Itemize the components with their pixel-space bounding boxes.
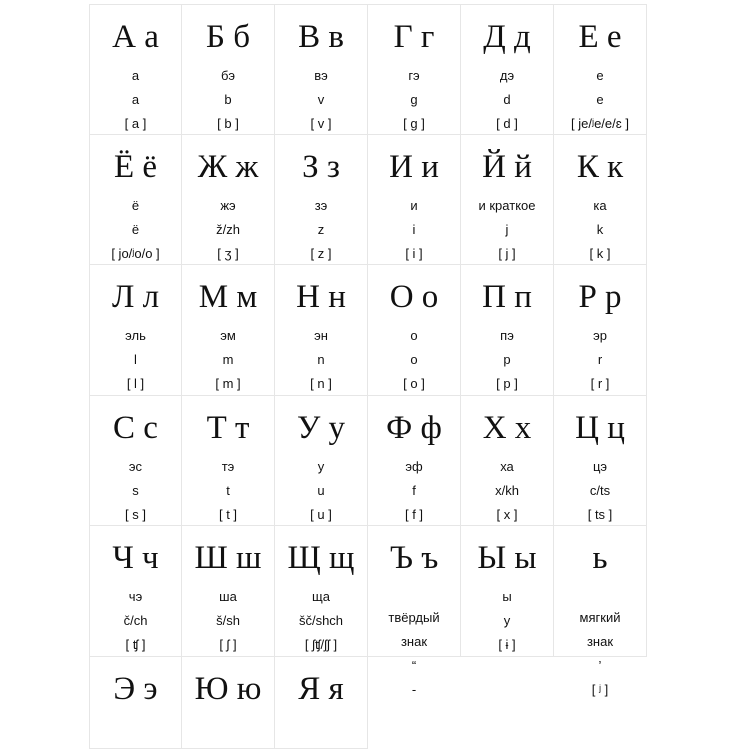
letter-cell <box>368 396 461 527</box>
letter-glyph: Д д <box>483 19 531 55</box>
letter-cell <box>89 135 182 266</box>
letter-glyph: Е е <box>578 19 622 55</box>
letter-cell <box>554 135 647 266</box>
ipa-pronunciation: [ v ] <box>310 116 332 131</box>
ipa-pronunciation: [ r ] <box>590 376 610 391</box>
latin-transliteration: e <box>596 92 604 107</box>
latin-transliteration: u <box>317 482 325 498</box>
ipa-pronunciation: [ g ] <box>403 116 425 131</box>
ipa-pronunciation: [ d ] <box>496 116 518 131</box>
letter-name: ха <box>500 458 514 474</box>
letter-cell <box>182 526 275 657</box>
letter-cell <box>89 657 182 749</box>
letter-cell <box>554 265 647 396</box>
latin-transliteration: n <box>317 352 325 367</box>
latin-transliteration: s <box>132 482 139 498</box>
letter-glyph: Я я <box>298 670 344 707</box>
latin-transliteration: l <box>134 352 137 367</box>
letter-cell <box>182 396 275 527</box>
latin-transliteration: v <box>317 92 325 107</box>
letter-cell <box>461 526 554 657</box>
letter-glyph: Ю ю <box>194 670 262 707</box>
ipa-pronunciation: [ m ] <box>215 376 241 391</box>
ipa-pronunciation: [ ts ] <box>587 506 613 522</box>
letter-name: пэ <box>500 328 514 343</box>
letter-name: эм <box>220 328 236 343</box>
letter-glyph: С с <box>113 409 158 446</box>
latin-transliteration: i <box>412 221 416 237</box>
letter-cell <box>461 396 554 527</box>
letter-name: о <box>410 328 418 343</box>
latin-transliteration: m <box>222 352 234 367</box>
letter-glyph: Й й <box>482 148 532 185</box>
letter-glyph: М м <box>198 279 258 315</box>
letter-glyph: П п <box>482 279 532 315</box>
letter-glyph: У у <box>296 409 346 446</box>
ipa-pronunciation: [ b ] <box>217 116 239 131</box>
letter-glyph: Ц ц <box>575 409 625 446</box>
letter-cell <box>182 657 275 749</box>
ipa-pronunciation: [ o ] <box>403 376 425 391</box>
letter-cell <box>368 265 461 396</box>
letter-glyph: Ш ш <box>194 540 262 576</box>
letter-cell <box>89 265 182 396</box>
ipa-pronunciation: [ l ] <box>126 376 145 391</box>
letter-cell <box>275 135 368 266</box>
letter-name: жэ <box>220 197 236 213</box>
letter-cell <box>554 526 647 697</box>
letter-glyph: Э э <box>113 670 158 707</box>
latin-transliteration: a <box>131 92 140 107</box>
ipa-pronunciation: [ jo/ʲo/o ] <box>111 245 160 261</box>
letter-cell <box>89 4 182 135</box>
ipa-pronunciation: - <box>411 682 417 697</box>
letter-glyph: Г г <box>393 19 435 55</box>
letter-cell <box>275 265 368 396</box>
ipa-pronunciation: [ s ] <box>125 506 146 522</box>
letter-cell <box>182 265 275 396</box>
latin-transliteration: r <box>597 352 603 367</box>
empty-cell <box>461 657 554 749</box>
letter-name: мягкий <box>579 610 621 625</box>
letter-glyph: К к <box>576 148 624 185</box>
letter-glyph: З з <box>302 148 340 185</box>
ipa-pronunciation: [ ʧ ] <box>125 637 146 652</box>
letter-glyph: Ч ч <box>112 540 159 576</box>
letter-glyph: А а <box>112 19 159 55</box>
ipa-pronunciation: [ u ] <box>310 506 332 522</box>
letter-cell <box>461 4 554 135</box>
letter-glyph: Р р <box>578 279 622 315</box>
letter-cell <box>89 526 182 657</box>
latin-transliteration: c/ts <box>589 482 611 498</box>
letter-name: дэ <box>499 68 515 83</box>
letter-name: и краткое <box>478 197 536 213</box>
ipa-pronunciation: [ ʃʧ/ʃʃ ] <box>304 637 338 652</box>
letter-glyph: Л л <box>111 279 160 315</box>
letter-name: а <box>131 68 140 83</box>
letter-glyph: И и <box>389 148 439 185</box>
ipa-pronunciation: [ f ] <box>404 506 424 522</box>
latin-transliteration: š/sh <box>216 613 240 628</box>
letter-name: ы <box>502 589 512 604</box>
ipa-pronunciation: [ p ] <box>496 376 518 391</box>
letter-glyph: Ф ф <box>386 409 442 446</box>
latin-transliteration: y <box>503 613 511 628</box>
letter-cell <box>554 4 647 135</box>
letter-cell <box>368 135 461 266</box>
ipa-pronunciation: [ i ] <box>405 245 423 261</box>
letter-cell <box>554 396 647 527</box>
latin-transliteration: j <box>505 221 509 237</box>
ipa-pronunciation: [ ʃ ] <box>219 637 237 652</box>
letter-glyph: Ё ё <box>113 148 158 185</box>
ipa-pronunciation: [ k ] <box>589 245 611 261</box>
letter-name: бэ <box>221 68 235 83</box>
ipa-pronunciation: [ n ] <box>310 376 332 391</box>
letter-name-line2: знак <box>400 634 428 649</box>
letter-name: ё <box>131 197 140 213</box>
letter-name: эль <box>125 328 146 343</box>
letter-name: у <box>317 458 325 474</box>
latin-transliteration: ž/zh <box>216 221 240 237</box>
letter-cell <box>275 657 368 749</box>
latin-transliteration: šč/shch <box>298 613 344 628</box>
letter-glyph: Ж ж <box>197 148 259 185</box>
letter-glyph: Н н <box>296 279 346 315</box>
latin-transliteration: k <box>596 221 604 237</box>
letter-glyph: Ы ы <box>477 540 537 576</box>
letter-glyph: Щ щ <box>287 540 355 576</box>
latin-transliteration: x/kh <box>495 482 519 498</box>
letter-glyph: Т т <box>206 409 250 446</box>
letter-glyph: Х х <box>482 409 532 446</box>
latin-transliteration: d <box>503 92 511 107</box>
letter-name: ша <box>219 589 237 604</box>
latin-transliteration: ë <box>131 221 140 237</box>
letter-cell <box>368 526 461 697</box>
letter-cell <box>461 135 554 266</box>
ipa-pronunciation: [ x ] <box>496 506 518 522</box>
letter-name-line2: знак <box>586 634 614 649</box>
ipa-pronunciation: [ ʒ ] <box>217 245 239 261</box>
letter-name: эн <box>314 328 328 343</box>
letter-cell <box>275 396 368 527</box>
letter-name: ка <box>593 197 607 213</box>
letter-name: цэ <box>592 458 608 474</box>
letter-cell <box>368 4 461 135</box>
letter-name: чэ <box>128 589 143 604</box>
ipa-pronunciation: [ j ] <box>498 245 516 261</box>
letter-name: гэ <box>408 68 420 83</box>
ipa-pronunciation: [ z ] <box>310 245 332 261</box>
letter-cell <box>275 4 368 135</box>
letter-name: е <box>596 68 604 83</box>
letter-name: твёрдый <box>388 610 440 625</box>
letter-glyph: О о <box>389 279 439 315</box>
latin-transliteration: “ <box>411 658 417 673</box>
letter-cell <box>182 135 275 266</box>
letter-name: зэ <box>314 197 328 213</box>
letter-name: тэ <box>221 458 235 474</box>
letter-name: эс <box>128 458 143 474</box>
letter-name: эф <box>405 458 423 474</box>
letter-name: ща <box>312 589 330 604</box>
letter-cell <box>89 396 182 527</box>
ipa-pronunciation: [ ɨ ] <box>498 637 516 652</box>
letter-cell <box>275 526 368 657</box>
letter-name: эр <box>593 328 607 343</box>
ipa-pronunciation: [ t ] <box>218 506 238 522</box>
empty-cell <box>368 657 461 749</box>
ipa-pronunciation: [ a ] <box>124 116 147 131</box>
letter-glyph: ь <box>592 540 608 576</box>
latin-transliteration: f <box>412 482 416 498</box>
latin-transliteration: g <box>410 92 418 107</box>
letter-cell <box>461 265 554 396</box>
letter-glyph: В в <box>298 19 344 55</box>
latin-transliteration: z <box>317 221 325 237</box>
letter-glyph: Ъ ъ <box>389 540 439 576</box>
latin-transliteration: p <box>503 352 511 367</box>
alphabet-grid <box>89 4 647 749</box>
ipa-pronunciation: [ ʲ ] <box>591 682 609 697</box>
latin-transliteration: č/ch <box>123 613 148 628</box>
letter-glyph: Б б <box>206 19 250 55</box>
empty-cell <box>554 657 647 749</box>
letter-cell <box>182 4 275 135</box>
letter-name: и <box>410 197 418 213</box>
latin-transliteration: o <box>410 352 418 367</box>
latin-transliteration: ’ <box>598 658 602 673</box>
latin-transliteration: t <box>226 482 230 498</box>
latin-transliteration: b <box>224 92 232 107</box>
letter-name: вэ <box>314 68 328 83</box>
ipa-pronunciation: [ je/ʲe/e/ɛ ] <box>571 116 629 131</box>
